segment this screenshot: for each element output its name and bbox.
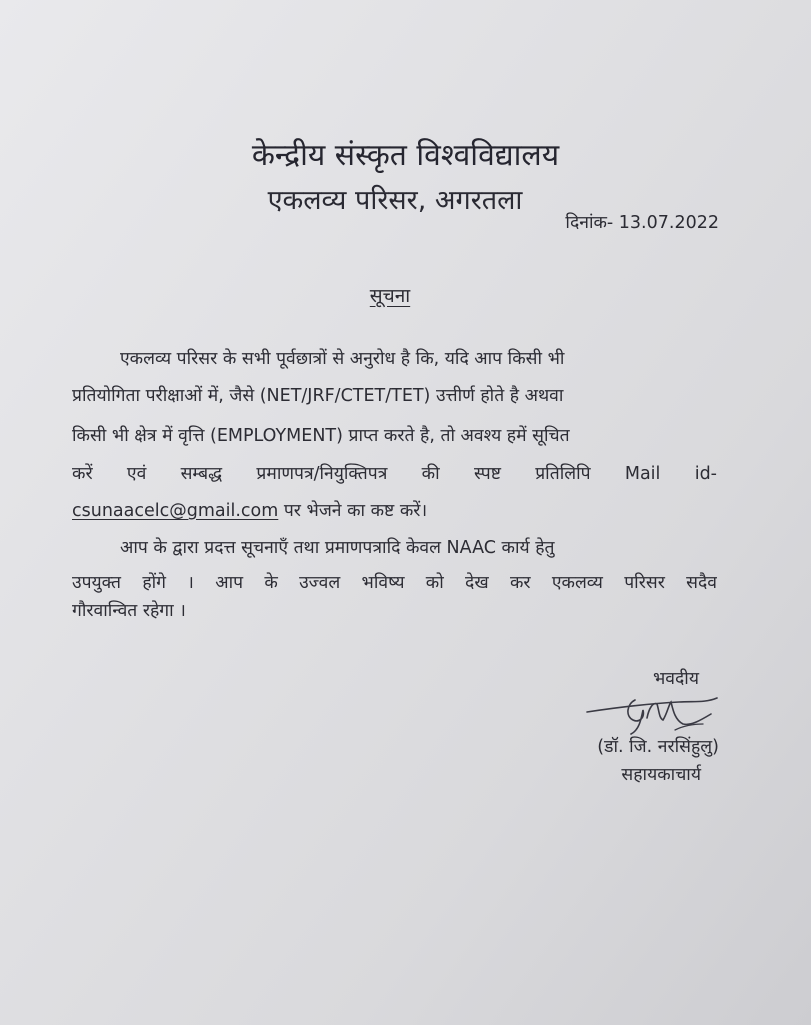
paragraph1-line3: किसी भी क्षेत्र में वृत्ति (EMPLOYMENT) प्राप्त करते है, तो अवश्य हमें सूचित <box>72 426 570 446</box>
email-link[interactable]: csunaacelc@gmail.com <box>72 501 279 521</box>
signatory-name: (डॉ. जि. नरसिंहुलु) <box>597 737 719 757</box>
signature-mark <box>583 690 723 738</box>
paragraph2-line3: गौरवान्वित रहेगा । <box>72 601 186 621</box>
university-title: केन्द्रीय संस्कृत विश्वविद्यालय <box>251 138 560 173</box>
paragraph1-line4: करें एवं सम्बद्ध प्रमाणपत्र/नियुक्तिपत्र की स्पष्ट प्रतिलिपि Mail id- <box>72 464 717 484</box>
paragraph1-line1: एकलव्य परिसर के सभी पूर्वछात्रों से अनुरोध है कि, यदि आप किसी भी <box>120 349 565 369</box>
campus-subtitle: एकलव्य परिसर, अगरतला <box>267 185 523 216</box>
paragraph2-line1: आप के द्वारा प्रदत्त सूचनाएँ तथा प्रमाणपत्रादि केवल NAAC कार्य हेतु <box>120 538 555 558</box>
notice-date: दिनांक- 13.07.2022 <box>565 213 719 233</box>
notice-heading: सूचना <box>369 285 411 307</box>
closing-salutation: भवदीय <box>652 669 699 689</box>
paragraph2-line2: उपयुक्त होंगे । आप के उज्वल भविष्य को देख कर एकलव्य परिसर सदैव <box>72 573 717 593</box>
signatory-designation: सहायकाचार्य <box>621 765 701 785</box>
paragraph1-line5 <box>72 498 717 522</box>
paragraph1-line2: प्रतियोगिता परीक्षाओं में, जैसे (NET/JRF/CTET/TET) उत्तीर्ण होते है अथवा <box>72 386 564 406</box>
paragraph1-line5-rest: पर भेजने का कष्ट करें। <box>278 501 428 521</box>
